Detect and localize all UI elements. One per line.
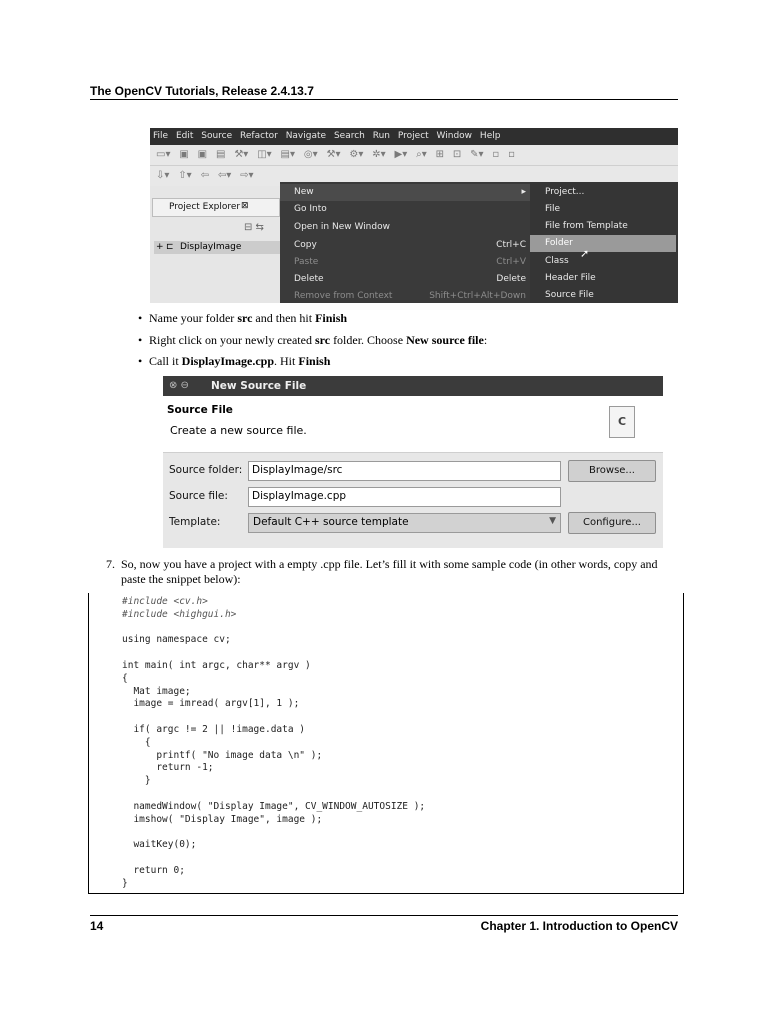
code-line: return 0; <box>122 864 185 876</box>
menu-search[interactable]: Search <box>333 131 365 141</box>
dialog-header <box>163 396 663 453</box>
submenu-file-from-template[interactable]: File from Template <box>545 221 628 231</box>
code-line: imshow( "Display Image", image ); <box>122 813 323 825</box>
eclipse-screenshot <box>150 128 678 303</box>
submenu-source-file[interactable]: Source File <box>545 290 594 300</box>
dialog-subheading: Create a new source file. <box>170 424 307 437</box>
next-annotation-icon[interactable]: ⇩▾ <box>156 170 170 181</box>
menu-item-go-into[interactable]: Go Into <box>294 204 327 214</box>
submenu-class[interactable]: Class <box>545 256 569 266</box>
dialog-title: New Source File <box>211 380 307 392</box>
template-select[interactable]: Default C++ source template ▼ <box>248 513 561 533</box>
source-file-label: Source file: <box>169 490 228 502</box>
pencil-icon[interactable]: ✎▾ <box>470 149 484 160</box>
open-type-icon[interactable]: ⊡ <box>452 149 462 160</box>
code-line: { <box>122 672 128 684</box>
save-all-icon[interactable]: ▣ <box>197 149 208 160</box>
window-controls-icon[interactable]: ⊗ ⊖ <box>169 380 189 391</box>
pin-icon[interactable]: ▫ <box>492 149 500 160</box>
page-number: 14 <box>90 919 104 933</box>
menu-run[interactable]: Run <box>372 131 390 141</box>
code-line: if( argc != 2 || !image.data ) <box>122 723 306 735</box>
code-line <box>122 826 425 839</box>
menu-help[interactable]: Help <box>479 131 501 141</box>
menu-refactor[interactable]: Refactor <box>240 131 278 141</box>
build-icon[interactable]: ⚒▾ <box>234 149 249 160</box>
search-icon[interactable]: ⌕▾ <box>416 149 427 160</box>
source-file-input[interactable]: DisplayImage.cpp <box>248 487 561 507</box>
code-line: { <box>122 736 151 748</box>
save-icon[interactable]: ▣ <box>179 149 189 160</box>
dropdown-arrow-icon[interactable]: ▼ <box>549 516 556 526</box>
tree-item-displayimage[interactable] <box>154 241 280 254</box>
c-file-icon: C <box>609 406 635 438</box>
code-line: namedWindow( "Display Image", CV_WINDOW_AUTOSIZE ); <box>122 800 426 812</box>
browse-button[interactable]: Browse... <box>568 460 656 482</box>
context-menu <box>280 182 530 303</box>
menu-source[interactable]: Source <box>201 131 233 141</box>
source-folder-label: Source folder: <box>169 464 243 476</box>
code-line: return -1; <box>122 762 214 774</box>
back-icon[interactable]: ⇦▾ <box>217 170 232 181</box>
target-icon[interactable]: ◎▾ <box>303 149 318 160</box>
chapter-title: Chapter 1. Introduction to OpenCV <box>480 919 678 933</box>
menu-file[interactable]: File <box>153 131 169 141</box>
code-line <box>122 622 425 635</box>
project-folder-icon: ⊏ <box>166 242 174 252</box>
menu-navigate[interactable]: Navigate <box>285 131 327 141</box>
code-line: image = imread( argv[1], 1 ); <box>122 698 300 710</box>
run-icon[interactable]: ▶▾ <box>394 149 408 160</box>
code-line: waitKey(0); <box>122 839 197 851</box>
step-number: 7. <box>106 557 115 571</box>
print-icon[interactable]: ▤ <box>216 149 226 160</box>
last-edit-icon[interactable]: ⇦ <box>200 170 209 181</box>
project-explorer-label: Project Explorer <box>169 202 241 212</box>
step-text: So, now you have a project with a empty .cpp file. Let’s fill it with some sample code (in other words, copy and paste the snippet below): <box>121 557 658 586</box>
close-icon[interactable]: ⊠ <box>241 201 249 211</box>
new-submenu <box>530 182 678 303</box>
code-line: using namespace cv; <box>122 634 231 646</box>
expand-icon[interactable]: + <box>156 242 164 252</box>
open-folder-icon[interactable]: ⊞ <box>435 149 444 160</box>
code-line: Mat image; <box>122 685 191 697</box>
code-line <box>122 647 425 660</box>
new-icon[interactable]: ▭▾ <box>156 149 171 160</box>
hammer-icon[interactable]: ⚒▾ <box>326 149 341 160</box>
code-line: int main( int argc, char** argv ) <box>122 659 311 671</box>
menu-item-paste[interactable]: Paste Ctrl+V <box>294 257 526 267</box>
menu-item-remove-from-context[interactable]: Remove from Context Shift+Ctrl+Alt+Down <box>294 291 526 301</box>
new-source-file-dialog <box>163 376 663 548</box>
dialog-heading: Source File <box>167 404 233 416</box>
mouse-cursor-icon: ➚ <box>580 247 590 260</box>
tab-project-explorer[interactable] <box>152 198 280 217</box>
code-line: #include <cv.h> <box>122 596 208 607</box>
menu-window[interactable]: Window <box>436 131 473 141</box>
menu-project[interactable]: Project <box>397 131 429 141</box>
menu-item-open-new-window[interactable]: Open in New Window <box>294 222 390 232</box>
code-line: #include <highgui.h> <box>122 608 237 620</box>
eclipse-toolbar <box>150 145 678 166</box>
dialog-titlebar <box>163 376 663 396</box>
source-folder-input[interactable]: DisplayImage/src <box>248 461 561 481</box>
debug-icon[interactable]: ✲▾ <box>372 149 386 160</box>
forward-icon[interactable]: ⇨▾ <box>240 170 254 181</box>
running-head: The OpenCV Tutorials, Release 2.4.13.7 <box>90 84 314 98</box>
code-line <box>122 711 425 724</box>
submenu-header-file[interactable]: Header File <box>545 273 596 283</box>
code-line <box>122 852 425 865</box>
configure-button[interactable]: Configure... <box>568 512 656 534</box>
code-listing <box>122 596 425 890</box>
new-class-icon[interactable]: ◫▾ <box>257 149 272 160</box>
template-label: Template: <box>169 516 221 528</box>
prev-annotation-icon[interactable]: ⇧▾ <box>178 170 192 181</box>
menu-edit[interactable]: Edit <box>175 131 194 141</box>
eclipse-menubar <box>150 128 678 145</box>
code-line: } <box>122 775 151 787</box>
new-file-icon[interactable]: ▤▾ <box>280 149 295 160</box>
footer-rule <box>90 915 678 916</box>
menu-item-new[interactable]: New ▸ <box>280 184 530 201</box>
code-block <box>88 593 684 894</box>
menu-item-delete[interactable]: Delete Delete <box>294 274 526 284</box>
code-line <box>122 788 425 801</box>
gear-icon[interactable]: ⚙▾ <box>349 149 364 160</box>
tree-item-label: DisplayImage <box>180 242 242 252</box>
code-line: } <box>122 877 128 889</box>
code-line: printf( "No image data \n" ); <box>122 749 323 761</box>
submenu-project[interactable]: Project... <box>545 187 585 197</box>
header-rule <box>90 99 678 100</box>
pin-icon-2[interactable]: ▫ <box>508 149 515 160</box>
submenu-folder[interactable]: Folder <box>530 235 676 252</box>
menu-item-copy[interactable]: Copy Ctrl+C <box>294 240 526 250</box>
collapse-all-icon[interactable]: ⊟ ⇆ <box>244 222 264 233</box>
submenu-file[interactable]: File <box>545 204 561 214</box>
